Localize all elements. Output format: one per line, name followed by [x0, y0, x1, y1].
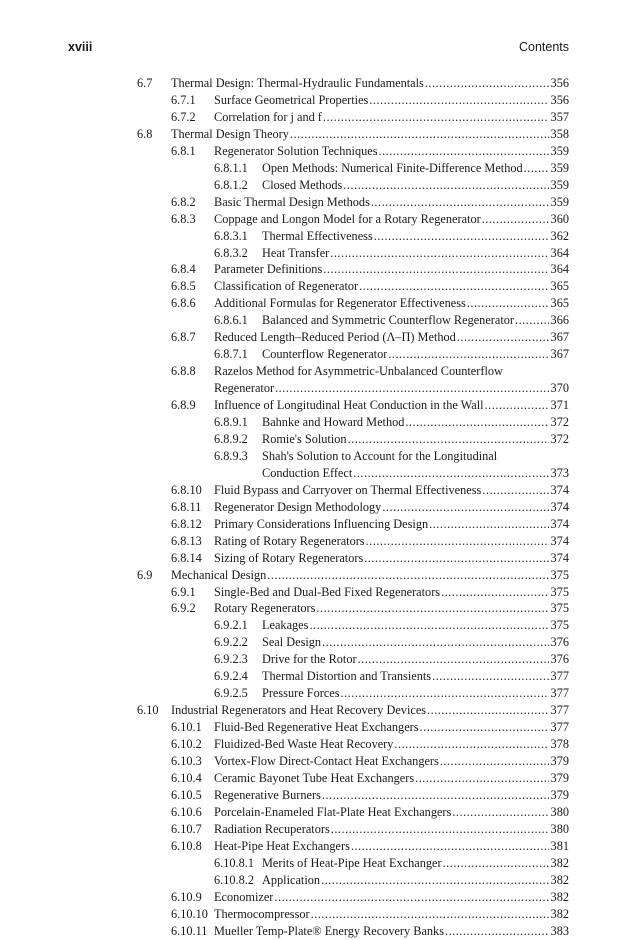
toc-entry-number: 6.8.13: [171, 533, 202, 548]
toc-entry-title: Correlation for j and f: [214, 109, 322, 124]
toc-entry-number: 6.8.9.3: [214, 448, 248, 463]
toc-entry-number: 6.8.9: [171, 398, 196, 413]
dot-leader: [482, 211, 549, 228]
toc-entry-title: Pressure Forces: [262, 686, 340, 701]
toc-entry-title: Parameter Definitions: [214, 262, 323, 277]
toc-entry-title: Primary Considerations Influencing Design: [214, 516, 429, 531]
toc-entry-title: Fluid-Bed Regenerative Heat Exchangers: [214, 720, 419, 735]
dot-leader: [358, 651, 549, 668]
toc-entry-number: 6.8.3.1: [214, 228, 248, 243]
dot-leader: [331, 821, 549, 838]
toc-entry-page: 372: [550, 431, 569, 446]
toc-entry-page: 359: [550, 177, 569, 192]
toc-entry-number: 6.10.5: [171, 787, 202, 802]
toc-entry-page: 374: [550, 482, 569, 497]
toc-entry-title: Thermal Design: Thermal-Hydraulic Fundamentals: [171, 76, 424, 90]
toc-entry-number: 6.8.6.1: [214, 313, 248, 328]
dot-leader: [379, 143, 549, 160]
toc-entry-page: 379: [550, 770, 569, 785]
toc-entry-page: 374: [550, 516, 569, 531]
toc-entry-number: 6.10.1: [171, 720, 202, 735]
toc-entry-title: Open Methods: Numerical Finite-Difference Method: [262, 160, 523, 175]
toc-entry[interactable]: [0, 838, 638, 855]
toc-entry-page: 357: [550, 109, 569, 124]
toc-entry-page: 378: [550, 737, 569, 752]
page-header: [68, 40, 569, 58]
toc-entry-number: 6.8.7.1: [214, 347, 248, 362]
toc-entry-title: Shah's Solution to Account for the Longitudinal: [262, 448, 498, 463]
toc-entry[interactable]: [0, 617, 638, 634]
toc-entry-title: Merits of Heat-Pipe Heat Exchanger: [262, 855, 442, 870]
toc-entry-page: 364: [550, 245, 569, 260]
dot-leader: [316, 600, 549, 617]
toc-entry-title: Application: [262, 872, 321, 887]
toc-entry-page: 380: [550, 821, 569, 836]
toc-entry-number: 6.8.10: [171, 482, 202, 497]
toc-entry-title: Surface Geometrical Properties: [214, 92, 369, 107]
toc-entry[interactable]: [0, 92, 638, 109]
dot-leader: [275, 380, 549, 397]
toc-entry[interactable]: [0, 380, 638, 397]
toc-entry-number: 6.8.7: [171, 330, 196, 345]
toc-entry-number: 6.9.1: [171, 584, 196, 599]
toc-entry[interactable]: [0, 295, 638, 312]
toc-entry-number: 6.9.2.4: [214, 669, 248, 684]
dot-leader: [323, 109, 549, 126]
dot-leader: [394, 736, 549, 753]
toc-entry-number: 6.8.6: [171, 296, 196, 311]
toc-entry[interactable]: [0, 584, 638, 601]
toc-entry-title: Industrial Regenerators and Heat Recovery Devices: [171, 703, 427, 718]
toc-entry-number: 6.8.11: [171, 499, 202, 514]
toc-entry[interactable]: [0, 533, 638, 550]
toc-entry-number: 6.10.4: [171, 770, 202, 785]
toc-entry[interactable]: [0, 499, 638, 516]
toc-entry-title: Heat-Pipe Heat Exchangers: [214, 838, 350, 853]
toc-entry[interactable]: [0, 804, 638, 821]
dot-leader: [382, 499, 549, 516]
toc-entry-title: Basic Thermal Design Methods: [214, 194, 370, 209]
dot-leader: [441, 584, 549, 601]
toc-entry-page: 367: [550, 330, 569, 345]
toc-entry-page: 365: [550, 296, 569, 311]
toc-entry[interactable]: [0, 770, 638, 787]
toc-entry-number: 6.10.7: [171, 821, 202, 836]
toc-entry[interactable]: [0, 211, 638, 228]
toc-entry-number: 6.9.2.1: [214, 618, 248, 633]
toc-entry-page: 377: [550, 686, 569, 701]
toc-entry[interactable]: [0, 126, 638, 143]
toc-entry-page: 375: [550, 584, 569, 599]
toc-entry-title: Romie's Solution: [262, 431, 347, 446]
dot-leader: [445, 923, 549, 940]
toc-entry-number: 6.10.9: [171, 889, 202, 904]
toc-entry-page: 359: [550, 194, 569, 209]
dot-leader: [443, 855, 549, 872]
toc-entry-number: 6.8.12: [171, 516, 202, 531]
toc-entry[interactable]: [0, 245, 638, 262]
toc-entry[interactable]: [0, 906, 638, 923]
toc-entry-title: Balanced and Symmetric Counterflow Regenerator: [262, 313, 515, 328]
toc-entry-number: 6.8.2: [171, 194, 196, 209]
toc-entry-page: 356: [550, 92, 569, 107]
toc-entry-page: 382: [550, 889, 569, 904]
dot-leader: [427, 702, 549, 719]
toc-entry-page: 382: [550, 855, 569, 870]
toc-entry[interactable]: [0, 278, 638, 295]
toc-entry-page: 362: [550, 228, 569, 243]
toc-entry-title: Influence of Longitudinal Heat Conduction in the Wall: [214, 398, 484, 413]
toc-entry-title: Reduced Length–Reduced Period (Λ–Π) Method: [214, 330, 456, 345]
dot-leader: [457, 329, 549, 346]
toc-entry-page: 376: [550, 635, 569, 650]
toc-entry-title: Closed Methods: [262, 177, 343, 192]
dot-leader: [366, 533, 549, 550]
toc-entry-page: 374: [550, 550, 569, 565]
dot-leader: [371, 194, 549, 211]
dot-leader: [341, 685, 549, 702]
toc-entry-page: 380: [550, 804, 569, 819]
toc-entry-page: 382: [550, 906, 569, 921]
toc-entry-number: 6.8.3: [171, 211, 196, 226]
toc-entry[interactable]: [0, 431, 638, 448]
toc-entry-title: Ceramic Bayonet Tube Heat Exchangers: [214, 770, 415, 785]
toc-entry-title: Fluid Bypass and Carryover on Thermal Effectiveness: [214, 482, 482, 497]
dot-leader: [369, 92, 549, 109]
dot-leader: [515, 312, 549, 329]
toc-entry-page: 372: [550, 415, 569, 429]
toc-entry-title: Mueller Temp-Plate® Energy Recovery Banks: [214, 923, 444, 938]
toc-entry-page: 374: [550, 533, 569, 548]
toc-entry[interactable]: [0, 143, 638, 160]
dot-leader: [429, 516, 549, 533]
toc-entry-number: 6.10.6: [171, 804, 202, 819]
toc-entry-title: Regenerator Solution Techniques: [214, 143, 378, 158]
toc-entry-page: 373: [550, 465, 569, 480]
toc-entry[interactable]: [0, 668, 638, 685]
toc-entry[interactable]: [0, 821, 638, 838]
toc-entry-page: 381: [550, 838, 569, 853]
toc-entry-page: 375: [550, 601, 569, 616]
toc-entry-number: 6.10.3: [171, 754, 202, 768]
toc-entry-number: 6.9: [137, 567, 153, 582]
dot-leader: [524, 160, 549, 177]
toc-entry-title: Thermal Distortion and Transients: [262, 669, 432, 684]
toc-entry[interactable]: [0, 516, 638, 533]
dot-leader: [415, 770, 549, 787]
toc-entry-number: 6.7.2: [171, 109, 196, 124]
toc-entry-title: Regenerator Design Methodology: [214, 499, 382, 514]
toc-entry-number: 6.10.11: [171, 923, 208, 938]
toc-entry-page: 377: [550, 703, 569, 718]
dot-leader: [482, 482, 549, 499]
toc-entry[interactable]: [0, 634, 638, 651]
toc-entry-page: 360: [550, 211, 569, 226]
toc-entry-number: 6.10.2: [171, 737, 202, 752]
toc-entry[interactable]: [0, 397, 638, 414]
toc-entry-page: 379: [550, 787, 569, 802]
toc-entry-title: Drive for the Rotor: [262, 652, 357, 667]
toc-entry[interactable]: [0, 312, 638, 329]
toc-entry[interactable]: [0, 787, 638, 804]
dot-leader: [267, 567, 549, 584]
toc-entry[interactable]: [0, 109, 638, 126]
toc-entry-number: 6.9.2: [171, 601, 196, 616]
toc-entry-page: 366: [550, 313, 569, 328]
toc-entry[interactable]: [0, 651, 638, 668]
toc-entry-page: 383: [550, 923, 569, 938]
toc-entry-number: 6.7.1: [171, 92, 196, 107]
toc-entry[interactable]: [0, 261, 638, 278]
dot-leader: [432, 668, 549, 685]
toc-entry-page: 371: [550, 398, 569, 413]
dot-leader: [322, 634, 549, 651]
toc-entry-page: 367: [550, 347, 569, 362]
toc-entry-number: 6.10.10: [171, 906, 208, 921]
dot-leader: [348, 431, 549, 448]
toc-entry[interactable]: [0, 465, 638, 482]
dot-leader: [452, 804, 549, 821]
toc-entry-title: Conduction Effect: [262, 465, 353, 480]
toc-entry[interactable]: [0, 177, 638, 194]
toc-entry-number: 6.8.1: [171, 143, 196, 158]
toc-entry[interactable]: [0, 75, 638, 92]
toc-entry[interactable]: [0, 482, 638, 499]
toc-entry-number: 6.10.8.2: [214, 872, 254, 887]
toc-entry-title: Porcelain-Enameled Flat-Plate Heat Exchangers: [214, 804, 452, 819]
toc-entry[interactable]: [0, 160, 638, 177]
toc-entry-title: Razelos Method for Asymmetric-Unbalanced Counterflow: [214, 364, 503, 379]
toc-entry[interactable]: [0, 448, 638, 465]
dot-leader: [467, 295, 549, 312]
toc-entry-title: Additional Formulas for Regenerator Effectiveness: [214, 296, 466, 311]
dot-leader: [485, 397, 549, 414]
toc-entry[interactable]: [0, 414, 638, 431]
dot-leader: [353, 465, 549, 482]
toc-entry-page: 358: [550, 126, 569, 141]
dot-leader: [364, 550, 549, 567]
dot-leader: [388, 346, 549, 363]
toc-entry[interactable]: [0, 753, 638, 770]
page-number: xviii: [68, 40, 93, 54]
toc-entry-page: 382: [550, 872, 569, 887]
toc-entry-title: Thermal Effectiveness: [262, 228, 373, 243]
toc-entry[interactable]: [0, 329, 638, 346]
toc-entry-page: 374: [550, 499, 569, 514]
toc-entry-number: 6.10.8.1: [214, 855, 254, 870]
toc-entry[interactable]: [0, 194, 638, 211]
toc-entry-page: 375: [550, 567, 569, 582]
toc-entry-page: 370: [550, 381, 569, 396]
toc-entry-title: Coppage and Longon Model for a Rotary Regenerator: [214, 211, 481, 226]
toc-entry-title: Regenerative Burners: [214, 787, 321, 802]
toc-entry-number: 6.8.8: [171, 364, 196, 379]
dot-leader: [311, 906, 549, 923]
toc-entry-title: Vortex-Flow Direct-Contact Heat Exchangers: [214, 754, 439, 768]
dot-leader: [322, 787, 549, 804]
dot-leader: [343, 177, 549, 194]
dot-leader: [405, 414, 549, 431]
toc-entry-title: Regenerator: [214, 381, 275, 396]
toc-entry-number: 6.10.8: [171, 838, 202, 853]
toc-entry-page: 377: [550, 669, 569, 684]
dot-leader: [330, 245, 549, 262]
toc-entry[interactable]: [0, 855, 638, 872]
toc-entry-page: 365: [550, 279, 569, 294]
toc-entry-page: 375: [550, 618, 569, 633]
dot-leader: [351, 838, 549, 855]
toc-entry-title: Single-Bed and Dual-Bed Fixed Regenerators: [214, 584, 441, 599]
toc-entry[interactable]: [0, 872, 638, 889]
toc-entry-page: 376: [550, 652, 569, 667]
toc-entry-number: 6.8.14: [171, 550, 202, 565]
toc-entry-number: 6.8.3.2: [214, 245, 248, 260]
toc-entry-title: Leakages: [262, 618, 309, 633]
toc-entry-page: 377: [550, 720, 569, 735]
toc-entry-number: 6.9.2.5: [214, 686, 248, 701]
toc-entry-page: 379: [550, 754, 569, 768]
toc-entry-number: 6.8.9.2: [214, 431, 248, 446]
dot-leader: [290, 126, 549, 143]
toc-entry-title: Sizing of Rotary Regenerators: [214, 550, 364, 565]
toc-entry[interactable]: [0, 228, 638, 245]
toc-entry[interactable]: [0, 685, 638, 702]
dot-leader: [420, 719, 549, 736]
toc-entry-title: Radiation Recuperators: [214, 821, 330, 836]
dot-leader: [274, 889, 549, 906]
dot-leader: [374, 228, 549, 245]
running-head: Contents: [518, 40, 569, 54]
dot-leader: [425, 75, 549, 92]
toc-entry-title: Bahnke and Howard Method: [262, 415, 405, 429]
toc-entry[interactable]: [0, 363, 638, 380]
toc-entry-number: 6.8.9.1: [214, 415, 248, 429]
toc-entry-page: 364: [550, 262, 569, 277]
toc-entry-page: 359: [550, 160, 569, 175]
toc-entry[interactable]: [0, 736, 638, 753]
toc-entry-title: Economizer: [214, 889, 274, 904]
toc-entry-title: Thermocompressor: [214, 906, 310, 921]
toc-entry[interactable]: [0, 923, 638, 940]
dot-leader: [359, 278, 549, 295]
toc-entry-title: Mechanical Design: [171, 567, 267, 582]
toc-entry-page: 356: [550, 76, 569, 90]
toc-entry-title: Thermal Design Theory: [171, 126, 289, 141]
toc-entry-title: Rating of Rotary Regenerators: [214, 533, 365, 548]
dot-leader: [321, 872, 549, 889]
toc-entry[interactable]: [0, 702, 638, 719]
toc-entry-number: 6.9.2.3: [214, 652, 248, 667]
toc-entry-number: 6.8.4: [171, 262, 196, 277]
toc-entry-title: Counterflow Regenerator: [262, 347, 388, 362]
toc-entry-title: Classification of Regenerator: [214, 279, 359, 294]
toc-entry-title: Fluidized-Bed Waste Heat Recovery: [214, 737, 394, 752]
dot-leader: [323, 261, 549, 278]
toc-entry-number: 6.9.2.2: [214, 635, 248, 650]
toc-entry[interactable]: [0, 550, 638, 567]
toc-entry-title: Heat Transfer: [262, 245, 330, 260]
toc-entry[interactable]: [0, 600, 638, 617]
dot-leader: [440, 753, 549, 770]
toc-entry[interactable]: [0, 567, 638, 584]
toc-entry-number: 6.10: [137, 703, 159, 718]
toc-entry-number: 6.8: [137, 126, 153, 141]
toc-entry[interactable]: [0, 346, 638, 363]
toc-entry[interactable]: [0, 889, 638, 906]
toc-entry-number: 6.7: [137, 76, 153, 90]
toc-entry[interactable]: [0, 719, 638, 736]
dot-leader: [309, 617, 549, 634]
toc-entry-number: 6.8.1.2: [214, 177, 248, 192]
toc-entry-title: Rotary Regenerators: [214, 601, 316, 616]
toc-entry-title: Seal Design: [262, 635, 322, 650]
toc-entry-number: 6.8.5: [171, 279, 196, 294]
toc-entry-number: 6.8.1.1: [214, 160, 248, 175]
toc-entry-page: 359: [550, 143, 569, 158]
